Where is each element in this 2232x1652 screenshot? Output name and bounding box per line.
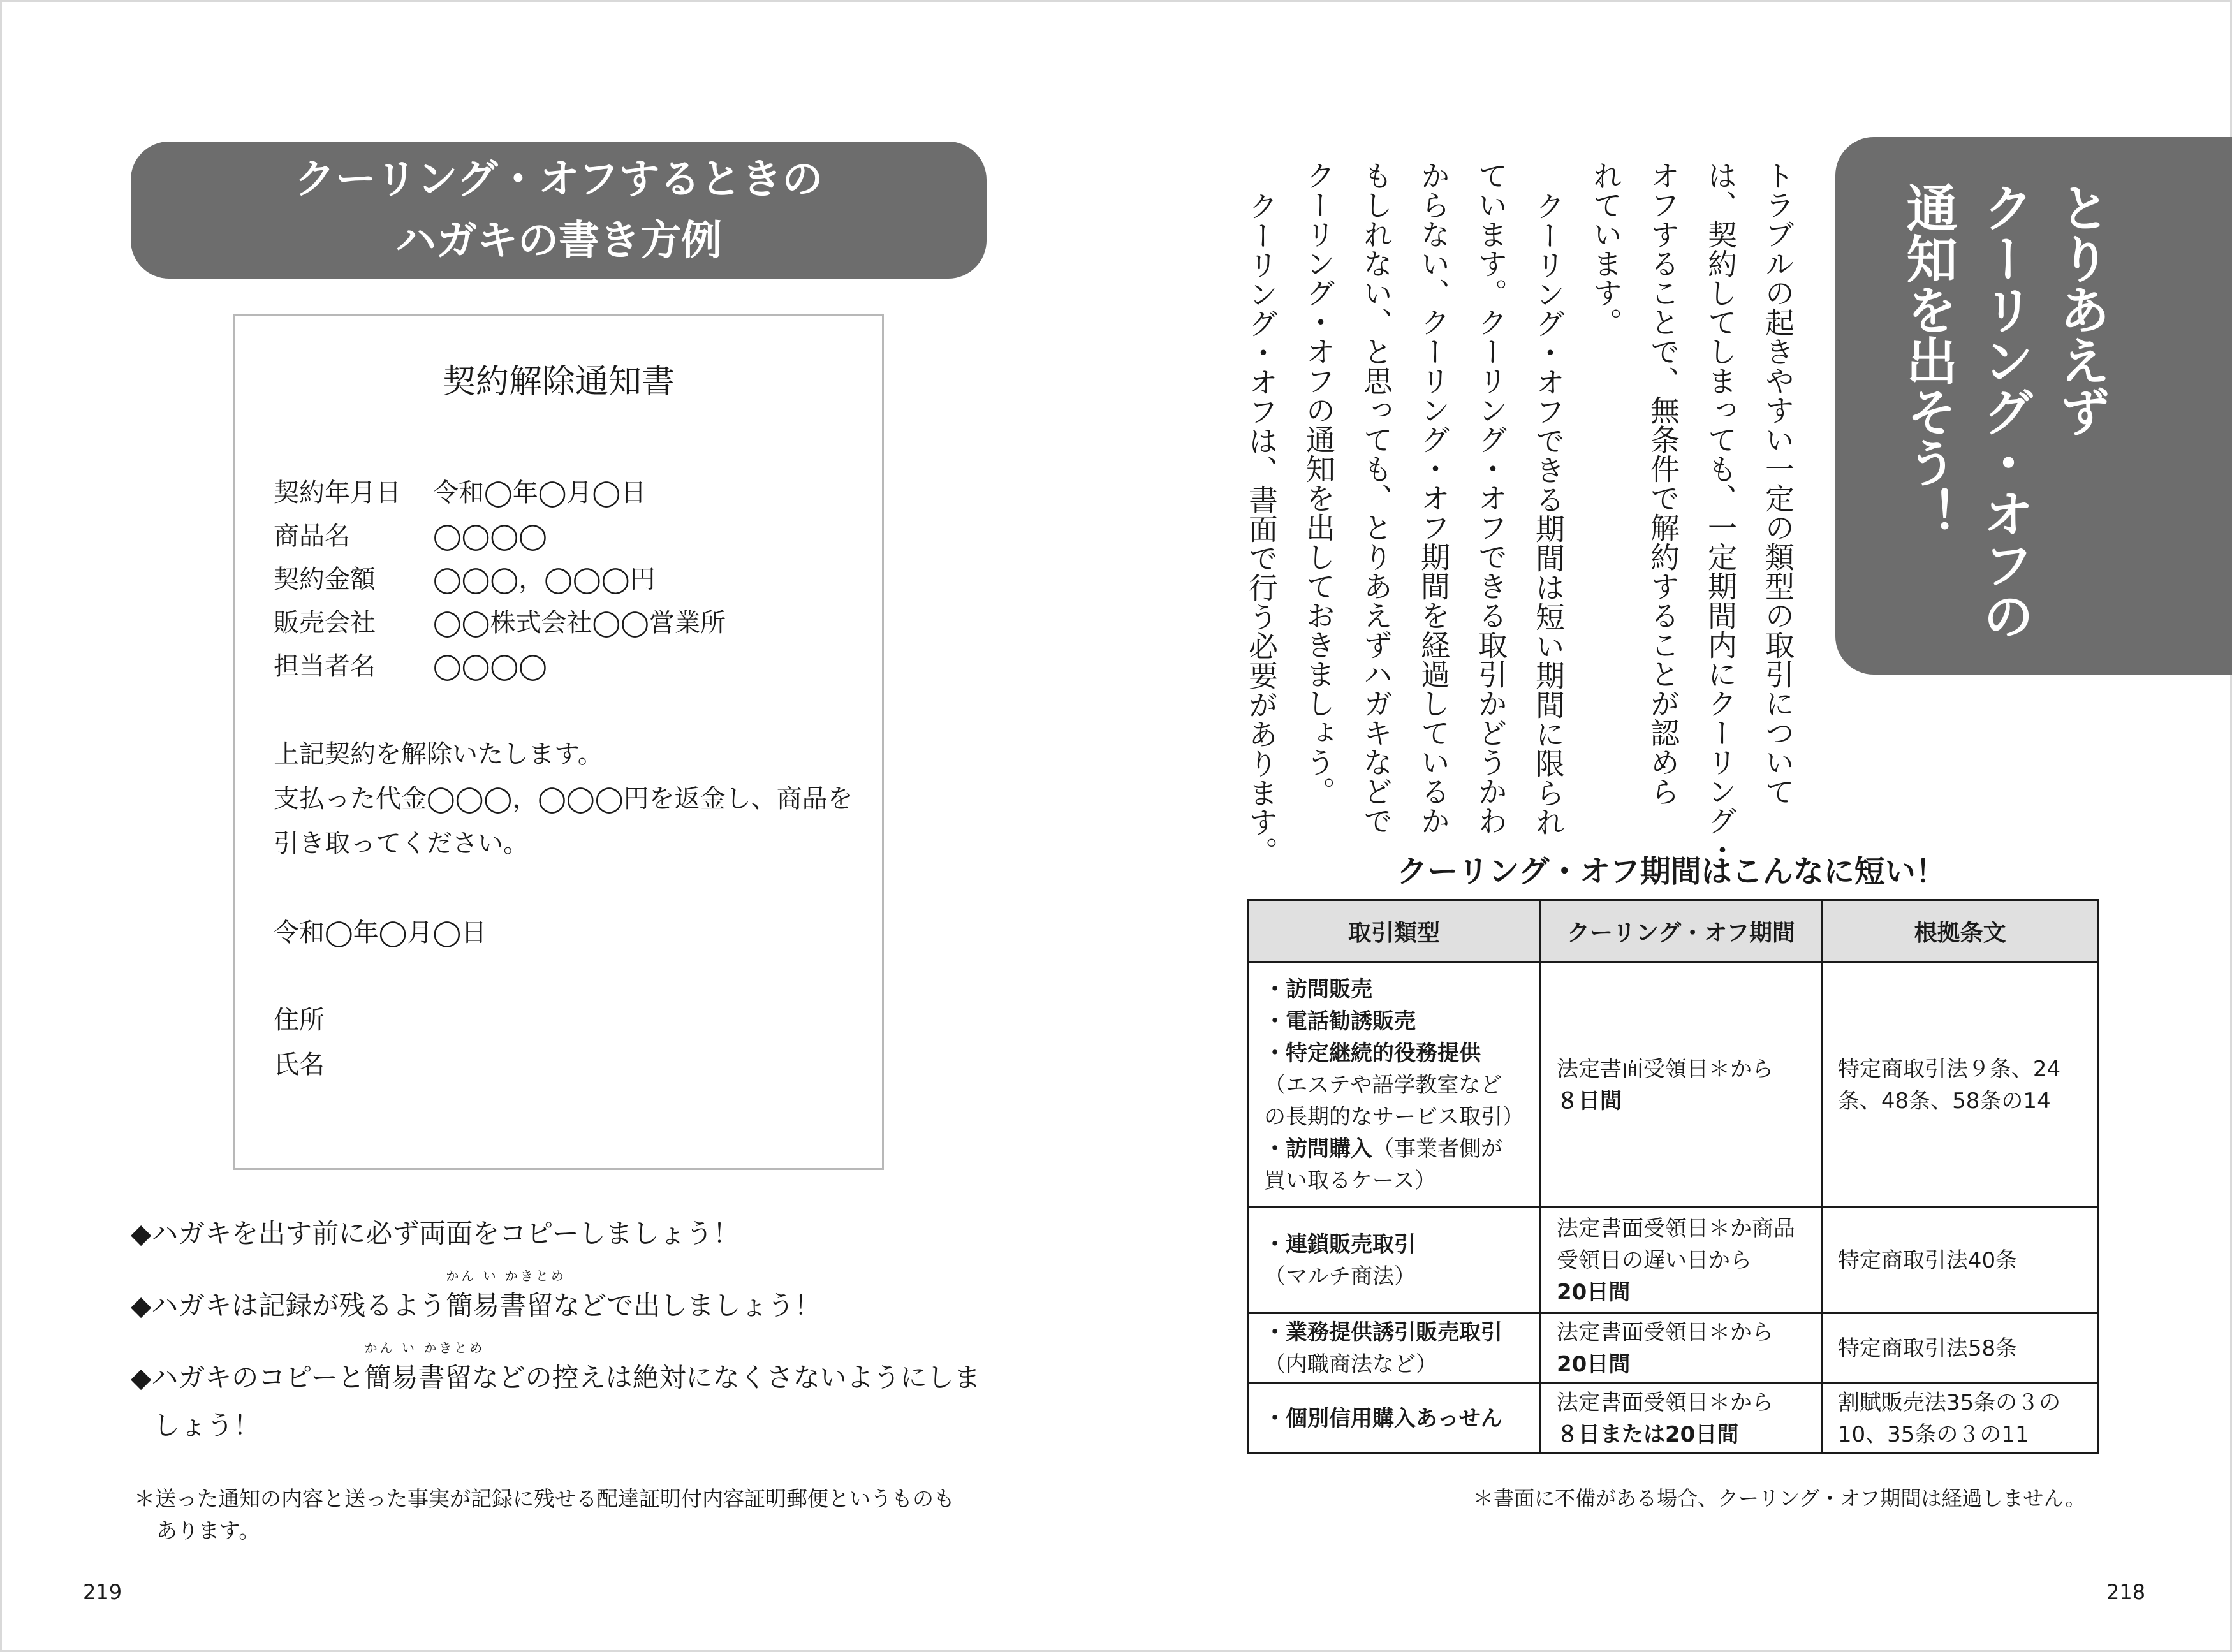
header-col-3: 通知を出そう！ <box>1898 182 1957 539</box>
period-line: 法定書面受領日＊から <box>1557 1319 1773 1345</box>
law-line: 条、48条、58条の14 <box>1837 1088 2051 1114</box>
tip-keep-receipts <box>131 1340 981 1395</box>
period-cell <box>1541 963 1822 1208</box>
postcard-body-line-3: 引き取ってください。 <box>274 829 529 858</box>
postcard-address-label: 住所 <box>274 1005 325 1035</box>
period-line: ８日または20日間 <box>1557 1421 1739 1447</box>
period-line: 受領日の遅い日から <box>1557 1247 1752 1273</box>
row-label: 契約金額 <box>274 565 376 594</box>
row-value: ◯◯株式会社◯◯営業所 <box>433 608 726 638</box>
tip-registered-mail <box>131 1268 821 1323</box>
row-value: ◯◯◯◯ <box>433 522 548 551</box>
postcard-row-contract-date <box>274 472 646 509</box>
type-line: ・連鎖販売取引 <box>1264 1231 1416 1257</box>
type-line: ・業務提供誘引販売取引 <box>1264 1319 1502 1345</box>
type-line: の長期的なサービス取引） <box>1264 1104 1524 1130</box>
type-line: ・個別信用購入あっせん <box>1264 1405 1502 1431</box>
postcard-body-line-1: 上記契約を解除いたします。 <box>274 740 603 769</box>
period-line: 20日間 <box>1557 1351 1631 1377</box>
law-line: 特定商取引法40条 <box>1837 1247 2018 1273</box>
postcard-row-company <box>274 603 726 639</box>
header-col-2: クーリング・オフの <box>1974 182 2034 641</box>
table-header-row <box>1248 900 2099 963</box>
row-value: ◯◯◯，◯◯◯円 <box>433 565 656 594</box>
page-number-left: 219 <box>83 1580 122 1604</box>
table-row <box>1248 1384 2099 1454</box>
ruby-reading: かん い かきとめ <box>364 1340 485 1356</box>
type-line: （マルチ商法） <box>1264 1263 1416 1289</box>
law-cell <box>1821 1313 2098 1384</box>
body-col-5: クーリング・オフできる期間は短い期間に限られ <box>1531 191 1566 837</box>
period-line: 20日間 <box>1557 1279 1631 1305</box>
law-line: 特定商取引法９条、24 <box>1837 1056 2061 1082</box>
period-cell <box>1541 1384 1822 1454</box>
type-cell <box>1248 1208 1541 1313</box>
cooling-off-table <box>1247 899 2099 1454</box>
row-label: 商品名 <box>274 522 350 551</box>
row-value: 令和◯年◯月◯日 <box>433 478 647 508</box>
body-col-10: クーリング・オフは、書面で行う必要があります。 <box>1244 191 1279 866</box>
postcard-name-label: 氏名 <box>274 1050 325 1079</box>
row-label: 担当者名 <box>274 652 376 681</box>
left-footnote-line-2: あります。 <box>156 1518 260 1543</box>
tip-text: などの控えは絶対になくさないようにしま <box>471 1362 981 1393</box>
row-value: ◯◯◯◯ <box>433 652 548 681</box>
type-line: ・電話勧誘販売 <box>1264 1008 1416 1034</box>
ruby-kan-i-kakitome <box>446 1268 567 1323</box>
law-line: 特定商取引法58条 <box>1837 1335 2018 1361</box>
ruby-reading: かん い かきとめ <box>446 1268 567 1283</box>
body-col-1: トラブルの起きやすい一定の類型の取引について <box>1761 161 1795 806</box>
type-line: （内職商法など） <box>1264 1351 1437 1377</box>
ruby-base: 簡易書留 <box>364 1362 472 1393</box>
type-line-bold: ・訪問購入 <box>1264 1136 1372 1162</box>
law-line: 割賦販売法35条の３の <box>1837 1389 2061 1415</box>
type-line-suffix: （事業者側が <box>1372 1136 1502 1162</box>
period-line: 法定書面受領日＊から <box>1557 1056 1773 1082</box>
type-line: ・特定継続的役務提供 <box>1264 1040 1481 1066</box>
period-line: 法定書面受領日＊から <box>1557 1389 1773 1415</box>
type-line: ・訪問販売 <box>1264 976 1372 1002</box>
left-title-banner <box>131 142 987 279</box>
table-row <box>1248 1313 2099 1384</box>
table-row <box>1248 1208 2099 1313</box>
period-line: ８日間 <box>1557 1088 1622 1114</box>
postcard-sample <box>233 314 884 1170</box>
header-cell: クーリング・オフ期間 <box>1541 900 1822 963</box>
type-line: （エステや語学教室など <box>1264 1072 1502 1098</box>
type-cell <box>1248 1384 1541 1454</box>
tip-keep-receipts-cont: しょう！ <box>153 1410 261 1441</box>
postcard-title: 契約解除通知書 <box>442 363 675 401</box>
period-cell <box>1541 1313 1822 1384</box>
type-cell <box>1248 1313 1541 1384</box>
body-col-4: れています。 <box>1589 161 1623 337</box>
left-title-line-1: クーリング・オフするときの <box>294 156 823 203</box>
ruby-base: 簡易書留 <box>446 1290 554 1321</box>
type-line: 買い取るケース） <box>1264 1167 1437 1194</box>
body-col-2: は、契約してしまっても、一定期間内にクーリング・ <box>1703 161 1738 865</box>
period-cell <box>1541 1208 1822 1313</box>
type-line <box>1264 1133 1524 1165</box>
header-cell: 取引類型 <box>1248 900 1541 963</box>
header-cell: 根拠条文 <box>1821 900 2098 963</box>
law-cell <box>1821 1208 2098 1313</box>
left-footnote-line-1: ＊送った通知の内容と送った事実が記録に残せる配達証明付内容証明郵便というものも <box>134 1486 955 1511</box>
body-col-8: もしれない、と思っても、とりあえずハガキなどで <box>1359 161 1393 835</box>
left-title-line-2: ハガキの書き方例 <box>395 217 722 265</box>
body-col-3: オフすることで、無条件で解約することが認めら <box>1646 161 1680 806</box>
tip-text: ◆ハガキのコピーと <box>131 1362 365 1393</box>
header-col-1: とりあえず <box>2051 182 2110 437</box>
postcard-row-product <box>274 516 547 552</box>
tip-text: ◆ハガキは記録が残るよう <box>131 1290 446 1321</box>
type-cell <box>1248 963 1541 1208</box>
postcard-row-staff <box>274 646 547 682</box>
ruby-kan-i-kakitome <box>364 1340 485 1395</box>
tip-copy-both-sides: ◆ハガキを出す前に必ず両面をコピーしましょう！ <box>131 1218 740 1249</box>
law-line: 10、35条の３の11 <box>1837 1421 2029 1447</box>
body-col-9: クーリング・オフの通知を出しておきましょう。 <box>1302 161 1336 806</box>
law-cell <box>1821 963 2098 1208</box>
tip-text: などで出しましょう！ <box>553 1290 821 1321</box>
postcard-row-amount <box>274 559 656 596</box>
row-label: 販売会社 <box>274 608 376 638</box>
law-cell <box>1821 1384 2098 1454</box>
body-col-6: ています。クーリング・オフできる取引かどうかわ <box>1474 161 1508 835</box>
period-line: 法定書面受領日＊か商品 <box>1557 1215 1795 1241</box>
table-title: クーリング・オフ期間はこんなに短い！ <box>1397 854 1946 889</box>
row-label: 契約年月日 <box>274 478 401 508</box>
postcard-body-line-2: 支払った代金◯◯◯，◯◯◯円を返金し、商品を <box>274 784 853 814</box>
table-footnote: ＊書面に不備がある場合、クーリング・オフ期間は経過しません。 <box>1473 1486 2086 1510</box>
body-col-7: からない、クーリング・オフ期間を経過しているか <box>1416 161 1451 835</box>
table-row <box>1248 963 2099 1208</box>
page-number-right: 218 <box>2106 1580 2146 1604</box>
postcard-date: 令和◯年◯月◯日 <box>274 918 487 947</box>
